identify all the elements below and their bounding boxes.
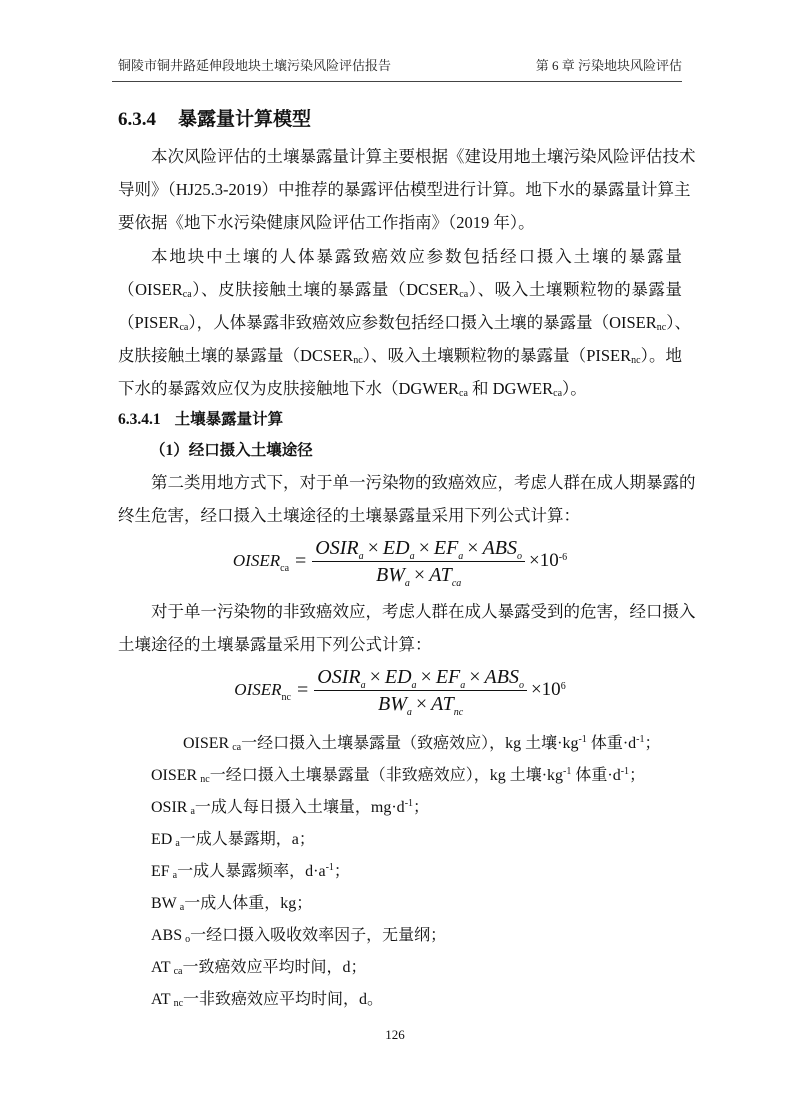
- text-line: [151, 760, 691, 792]
- formula-lhs: [232, 551, 290, 574]
- text-run: 一经口摄入土壤暴露量（致癌效应），kg 土壤·kg: [241, 735, 579, 752]
- times-operator: ×: [469, 665, 481, 688]
- text-run: BW: [151, 895, 177, 912]
- text-run: ；: [644, 735, 661, 752]
- superscript: -1: [325, 862, 334, 873]
- times-operator: ×: [415, 692, 428, 715]
- text-line: [151, 856, 691, 888]
- text-run: 第二类用地方式下，对于单一污染物的致癌效应，考虑人群在成人期暴露的: [151, 473, 696, 492]
- text-run: 一成人暴露频率，d·a: [177, 863, 326, 880]
- times-operator: ×: [418, 536, 430, 559]
- variable-name: ED: [382, 536, 410, 559]
- formula-oiser-nc: [118, 662, 682, 718]
- subscript: ca: [451, 577, 462, 589]
- text-line: [118, 206, 682, 239]
- subscript: a: [179, 902, 185, 913]
- numerator: [312, 535, 525, 562]
- subscript: ca: [280, 563, 290, 574]
- text-run: AT: [151, 991, 171, 1008]
- times-operator: ×: [467, 536, 479, 559]
- section-number: 6.3.4: [118, 109, 156, 130]
- variable: [435, 665, 466, 691]
- variable-name: ED: [384, 665, 412, 688]
- scale-factor: [531, 679, 566, 701]
- text-line: [118, 173, 691, 206]
- text-run: ）、吸入土壤颗粒物的暴露量（PISER: [362, 346, 632, 365]
- variable-name: ABS: [484, 665, 519, 688]
- text-run: ABS: [151, 927, 183, 944]
- text-run: ；: [413, 799, 430, 816]
- section-title: 暴露量计算模型: [178, 109, 312, 130]
- denominator: [373, 562, 464, 588]
- text-run: ）、: [666, 313, 691, 332]
- subscript: nc: [200, 774, 210, 785]
- text-run: （OISER: [118, 280, 183, 299]
- subsection-heading: [118, 404, 283, 436]
- text-run: OSIR: [151, 799, 188, 816]
- variable-name: EF: [435, 665, 461, 688]
- subscript: o: [518, 679, 524, 691]
- text-run: 体重·d: [586, 735, 637, 752]
- text-run: 一成人每日摄入土壤量，mg·d: [194, 799, 405, 816]
- text-run: ED: [151, 831, 173, 848]
- subscript: nc: [173, 998, 184, 1009]
- variable: [482, 536, 523, 562]
- text-line: [151, 728, 691, 760]
- text-run: AT: [151, 959, 171, 976]
- variable: [377, 692, 412, 718]
- variable: OISER: [232, 551, 281, 570]
- text-line: [118, 306, 691, 339]
- variable: [433, 536, 464, 562]
- subsection-title: 土壤暴露量计算: [174, 411, 284, 428]
- text-line: [151, 888, 691, 920]
- subscript: a: [458, 550, 464, 562]
- superscript: -1: [620, 766, 630, 777]
- text-run: 一非致癌效应平均时间，d。: [183, 991, 384, 1008]
- variable: [431, 692, 464, 718]
- subsection-number: 6.3.4.1: [118, 411, 161, 428]
- subscript: o: [185, 934, 191, 945]
- text-run: 一成人体重，kg；: [184, 895, 313, 912]
- variable: OISER: [234, 680, 282, 699]
- text-line: [118, 372, 682, 405]
- variable: [429, 563, 462, 589]
- variable-name: BW: [376, 563, 405, 586]
- times-operator: ×: [420, 665, 432, 688]
- variable: [376, 563, 410, 589]
- text-run: 本地块中土壤的人体暴露致癌效应参数包括经口摄入土壤的暴露量: [151, 247, 682, 266]
- subscript: nc: [353, 355, 363, 366]
- text-run: ）、吸入土壤颗粒物的暴露量: [468, 280, 683, 299]
- section-heading: [118, 107, 311, 133]
- superscript: -1: [578, 734, 587, 745]
- running-header-chapter: 第 6 章 污染地块风险评估: [535, 58, 682, 73]
- text-line: [118, 628, 682, 661]
- text-run: ）。地: [640, 346, 683, 365]
- scale-factor: [529, 550, 567, 572]
- subscript: a: [460, 679, 466, 691]
- subscript: a: [411, 679, 417, 691]
- superscript: -1: [636, 734, 645, 745]
- subscript: ca: [459, 388, 468, 399]
- text-run: ）、皮肤接触土壤的暴露量（DCSER: [191, 280, 460, 299]
- subscript: o: [517, 550, 523, 562]
- text-run: ），人体暴露非致癌效应参数包括经口摄入土壤的暴露量（OISER: [188, 313, 657, 332]
- numerator: [314, 664, 527, 691]
- variable: [317, 665, 366, 691]
- text-line: [118, 140, 696, 173]
- running-header-title: 铜陵市铜井路延伸段地块土壤污染风险评估报告: [118, 58, 392, 73]
- variable: [384, 665, 417, 691]
- text-line: [151, 984, 691, 1016]
- text-run: 土壤途径的土壤暴露量采用下列公式计算：: [118, 635, 432, 654]
- exponent: 6: [560, 681, 566, 692]
- subscript: a: [409, 550, 415, 562]
- subscript: a: [172, 870, 178, 881]
- text-run: 一经口摄入吸收效率因子，无量纲；: [190, 927, 447, 944]
- text-line: [118, 339, 682, 372]
- text-run: ）。: [562, 379, 587, 398]
- exponent: -6: [558, 552, 568, 563]
- times-operator: ×: [413, 563, 426, 586]
- variable: [382, 536, 415, 562]
- denominator: [375, 691, 466, 717]
- subscript: ca: [182, 289, 192, 300]
- text-line: [151, 952, 691, 984]
- subscript: ca: [173, 966, 183, 977]
- scale-base: ×10: [529, 550, 559, 571]
- times-operator: ×: [369, 665, 381, 688]
- text-run: ；: [629, 767, 646, 784]
- formula-oiser-ca: [118, 533, 682, 589]
- variable-name: AT: [431, 692, 454, 715]
- paragraph-intro: [118, 140, 696, 239]
- subscript: a: [190, 806, 195, 817]
- superscript: -1: [563, 766, 572, 777]
- text-run: 一致癌效应平均时间，d；: [182, 959, 367, 976]
- text-line: [151, 792, 691, 824]
- equals-sign: =: [295, 549, 307, 572]
- superscript: -1: [404, 798, 414, 809]
- variable-definitions: [151, 728, 691, 1016]
- variable-name: OSIR: [315, 536, 359, 559]
- equals-sign: =: [296, 678, 309, 701]
- paragraph-carcinogenic: [118, 466, 696, 532]
- text-run: 对于单一污染物的非致癌效应，考虑人群在成人暴露受到的危害，经口摄入: [151, 602, 696, 621]
- subscript: nc: [453, 706, 464, 718]
- variable-name: EF: [433, 536, 459, 559]
- text-line: [118, 240, 682, 273]
- variable: [484, 665, 524, 691]
- times-operator: ×: [367, 536, 379, 559]
- text-run: 本次风险评估的土壤暴露量计算主要根据《建设用地土壤污染风险评估技术: [151, 147, 696, 166]
- subscript: ca: [179, 322, 189, 333]
- subscript: a: [404, 577, 410, 589]
- variable-name: AT: [429, 563, 452, 586]
- subscript: nc: [281, 692, 291, 703]
- subscript: a: [175, 838, 180, 849]
- subscript: a: [360, 679, 366, 691]
- pathway-heading: （1）经口摄入土壤途径: [150, 442, 313, 459]
- text-line: [151, 920, 691, 952]
- text-run: 终生危害，经口摄入土壤途径的土壤暴露量采用下列公式计算：: [118, 506, 580, 525]
- text-run: 皮肤接触土壤的暴露量（DCSER: [118, 346, 354, 365]
- variable-name: OSIR: [317, 665, 361, 688]
- paragraph-noncarcinogenic: [118, 595, 696, 661]
- scale-base: ×10: [530, 679, 561, 700]
- text-run: 一经口摄入土壤暴露量（非致癌效应），kg 土壤·kg: [209, 767, 564, 784]
- text-run: ；: [333, 863, 350, 880]
- text-run: EF: [151, 863, 170, 880]
- fraction: [314, 664, 527, 717]
- text-run: 下水的暴露效应仅为皮肤接触地下水（DGWER: [118, 379, 459, 398]
- variable: [315, 536, 364, 562]
- subscript: nc: [656, 322, 667, 333]
- text-line: [118, 273, 682, 306]
- page-number: 126: [385, 1027, 405, 1042]
- text-line: [118, 466, 696, 499]
- subscript: a: [358, 550, 364, 562]
- text-run: OISER: [151, 767, 198, 784]
- text-run: 一成人暴露期，a；: [179, 831, 315, 848]
- fraction: [312, 535, 525, 588]
- variable-name: ABS: [482, 536, 518, 559]
- text-run: OISER: [183, 735, 230, 752]
- text-line: [151, 824, 691, 856]
- subscript: ca: [459, 289, 469, 300]
- text-run: 要依据《地下水污染健康风险评估工作指南》（2019 年）。: [118, 213, 535, 232]
- text-line: [118, 595, 696, 628]
- paragraph-exposure-params: [118, 240, 691, 405]
- variable-name: BW: [377, 692, 407, 715]
- text-run: 和 DGWER: [467, 379, 554, 398]
- header-divider: [112, 81, 682, 82]
- text-line: [118, 499, 682, 532]
- subscript: ca: [232, 742, 242, 753]
- subscript: ca: [553, 388, 563, 399]
- subscript: a: [406, 706, 412, 718]
- formula-lhs: [234, 680, 291, 703]
- text-run: 体重·d: [571, 767, 621, 784]
- text-run: 导则》（HJ25.3-2019）中推荐的暴露评估模型进行计算。地下水的暴露量计算主: [118, 180, 691, 199]
- subscript: nc: [631, 355, 641, 366]
- text-run: （PISER: [118, 313, 180, 332]
